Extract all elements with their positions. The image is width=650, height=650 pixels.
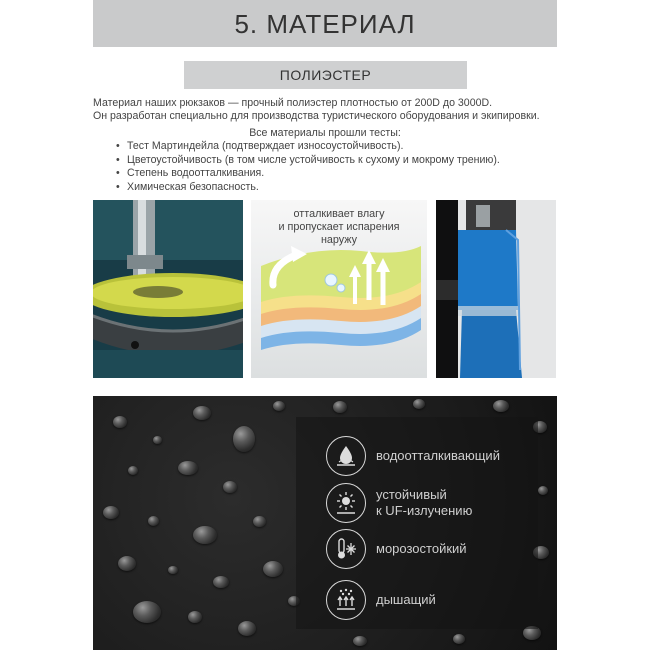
membrane-illustration <box>251 200 427 378</box>
tests-list <box>116 140 500 194</box>
feature-breathable <box>296 580 436 620</box>
abrasion-tester-illustration <box>93 200 243 378</box>
list-item: • Химическая безопасность. <box>116 181 500 195</box>
water-drop <box>148 516 159 526</box>
water-drop <box>153 436 162 444</box>
tensile-test-photo <box>436 200 556 378</box>
feature-frost-resistant <box>296 529 467 569</box>
feature-label <box>376 541 467 557</box>
caption-line-3: наружу <box>320 234 358 246</box>
page-title: 5. МАТЕРИАЛ <box>234 9 416 39</box>
feature-label <box>376 487 472 519</box>
list-item: • Тест Мартиндейла (подтверждает износоустойчивость). <box>116 140 500 154</box>
water-drop <box>128 466 138 475</box>
feature-line: к UF-излучению <box>376 503 473 518</box>
water-drop <box>188 611 202 623</box>
water-drop <box>193 526 217 544</box>
water-drop <box>118 556 136 571</box>
feature-line: водоотталкивающий <box>376 448 500 463</box>
membrane-layers-graphic <box>251 200 427 378</box>
water-drop <box>493 400 509 412</box>
water-drop <box>213 576 229 588</box>
water-drop <box>168 566 178 574</box>
feature-uv-resistant <box>296 483 472 523</box>
abrasion-tester-photo <box>93 200 243 378</box>
intro-text <box>93 97 563 123</box>
thermometer-snowflake-icon <box>326 529 366 569</box>
feature-line: устойчивый <box>376 487 447 502</box>
intro-line-1: Материал наших рюкзаков — прочный полиэстер плотностью от 200D до 3000D. <box>93 97 493 109</box>
water-drop <box>453 634 465 644</box>
sun-icon <box>326 483 366 523</box>
water-drop-icon <box>326 436 366 476</box>
water-drop <box>238 621 256 636</box>
features-box <box>296 417 538 629</box>
caption-line-1: отталкивает влагу <box>293 208 385 220</box>
water-drop <box>103 506 119 519</box>
water-drop <box>333 401 347 413</box>
feature-label <box>376 592 436 608</box>
water-drop <box>353 636 367 646</box>
water-drop <box>413 399 425 409</box>
water-drop <box>273 401 285 411</box>
header-band <box>93 0 557 47</box>
water-drop <box>178 461 198 475</box>
list-item: • Цветоустойчивость (в том числе устойчивость к сухому и мокрому трению). <box>116 154 500 168</box>
tensile-test-illustration <box>436 200 556 378</box>
section-title: ПОЛИЭСТЕР <box>279 67 372 83</box>
water-drop <box>193 406 211 420</box>
water-drop <box>538 486 548 495</box>
feature-line: дышащий <box>376 592 436 607</box>
list-item: • Степень водоотталкивания. <box>116 167 500 181</box>
water-drop <box>263 561 283 577</box>
water-drop <box>113 416 127 428</box>
water-drop <box>253 516 266 527</box>
feature-waterproof <box>296 436 500 476</box>
breathable-icon <box>326 580 366 620</box>
intro-line-2: Он разработан специально для производства туристического оборудования и экипировки. <box>93 110 540 122</box>
feature-line: морозостойкий <box>376 541 467 556</box>
water-drop <box>223 481 237 493</box>
water-drop <box>133 601 161 623</box>
water-drop <box>233 426 255 452</box>
feature-label <box>376 448 500 464</box>
section-band <box>184 61 467 89</box>
tests-title: Все материалы прошли тесты: <box>249 127 401 139</box>
caption-line-2: и пропускает испарения <box>278 221 400 233</box>
